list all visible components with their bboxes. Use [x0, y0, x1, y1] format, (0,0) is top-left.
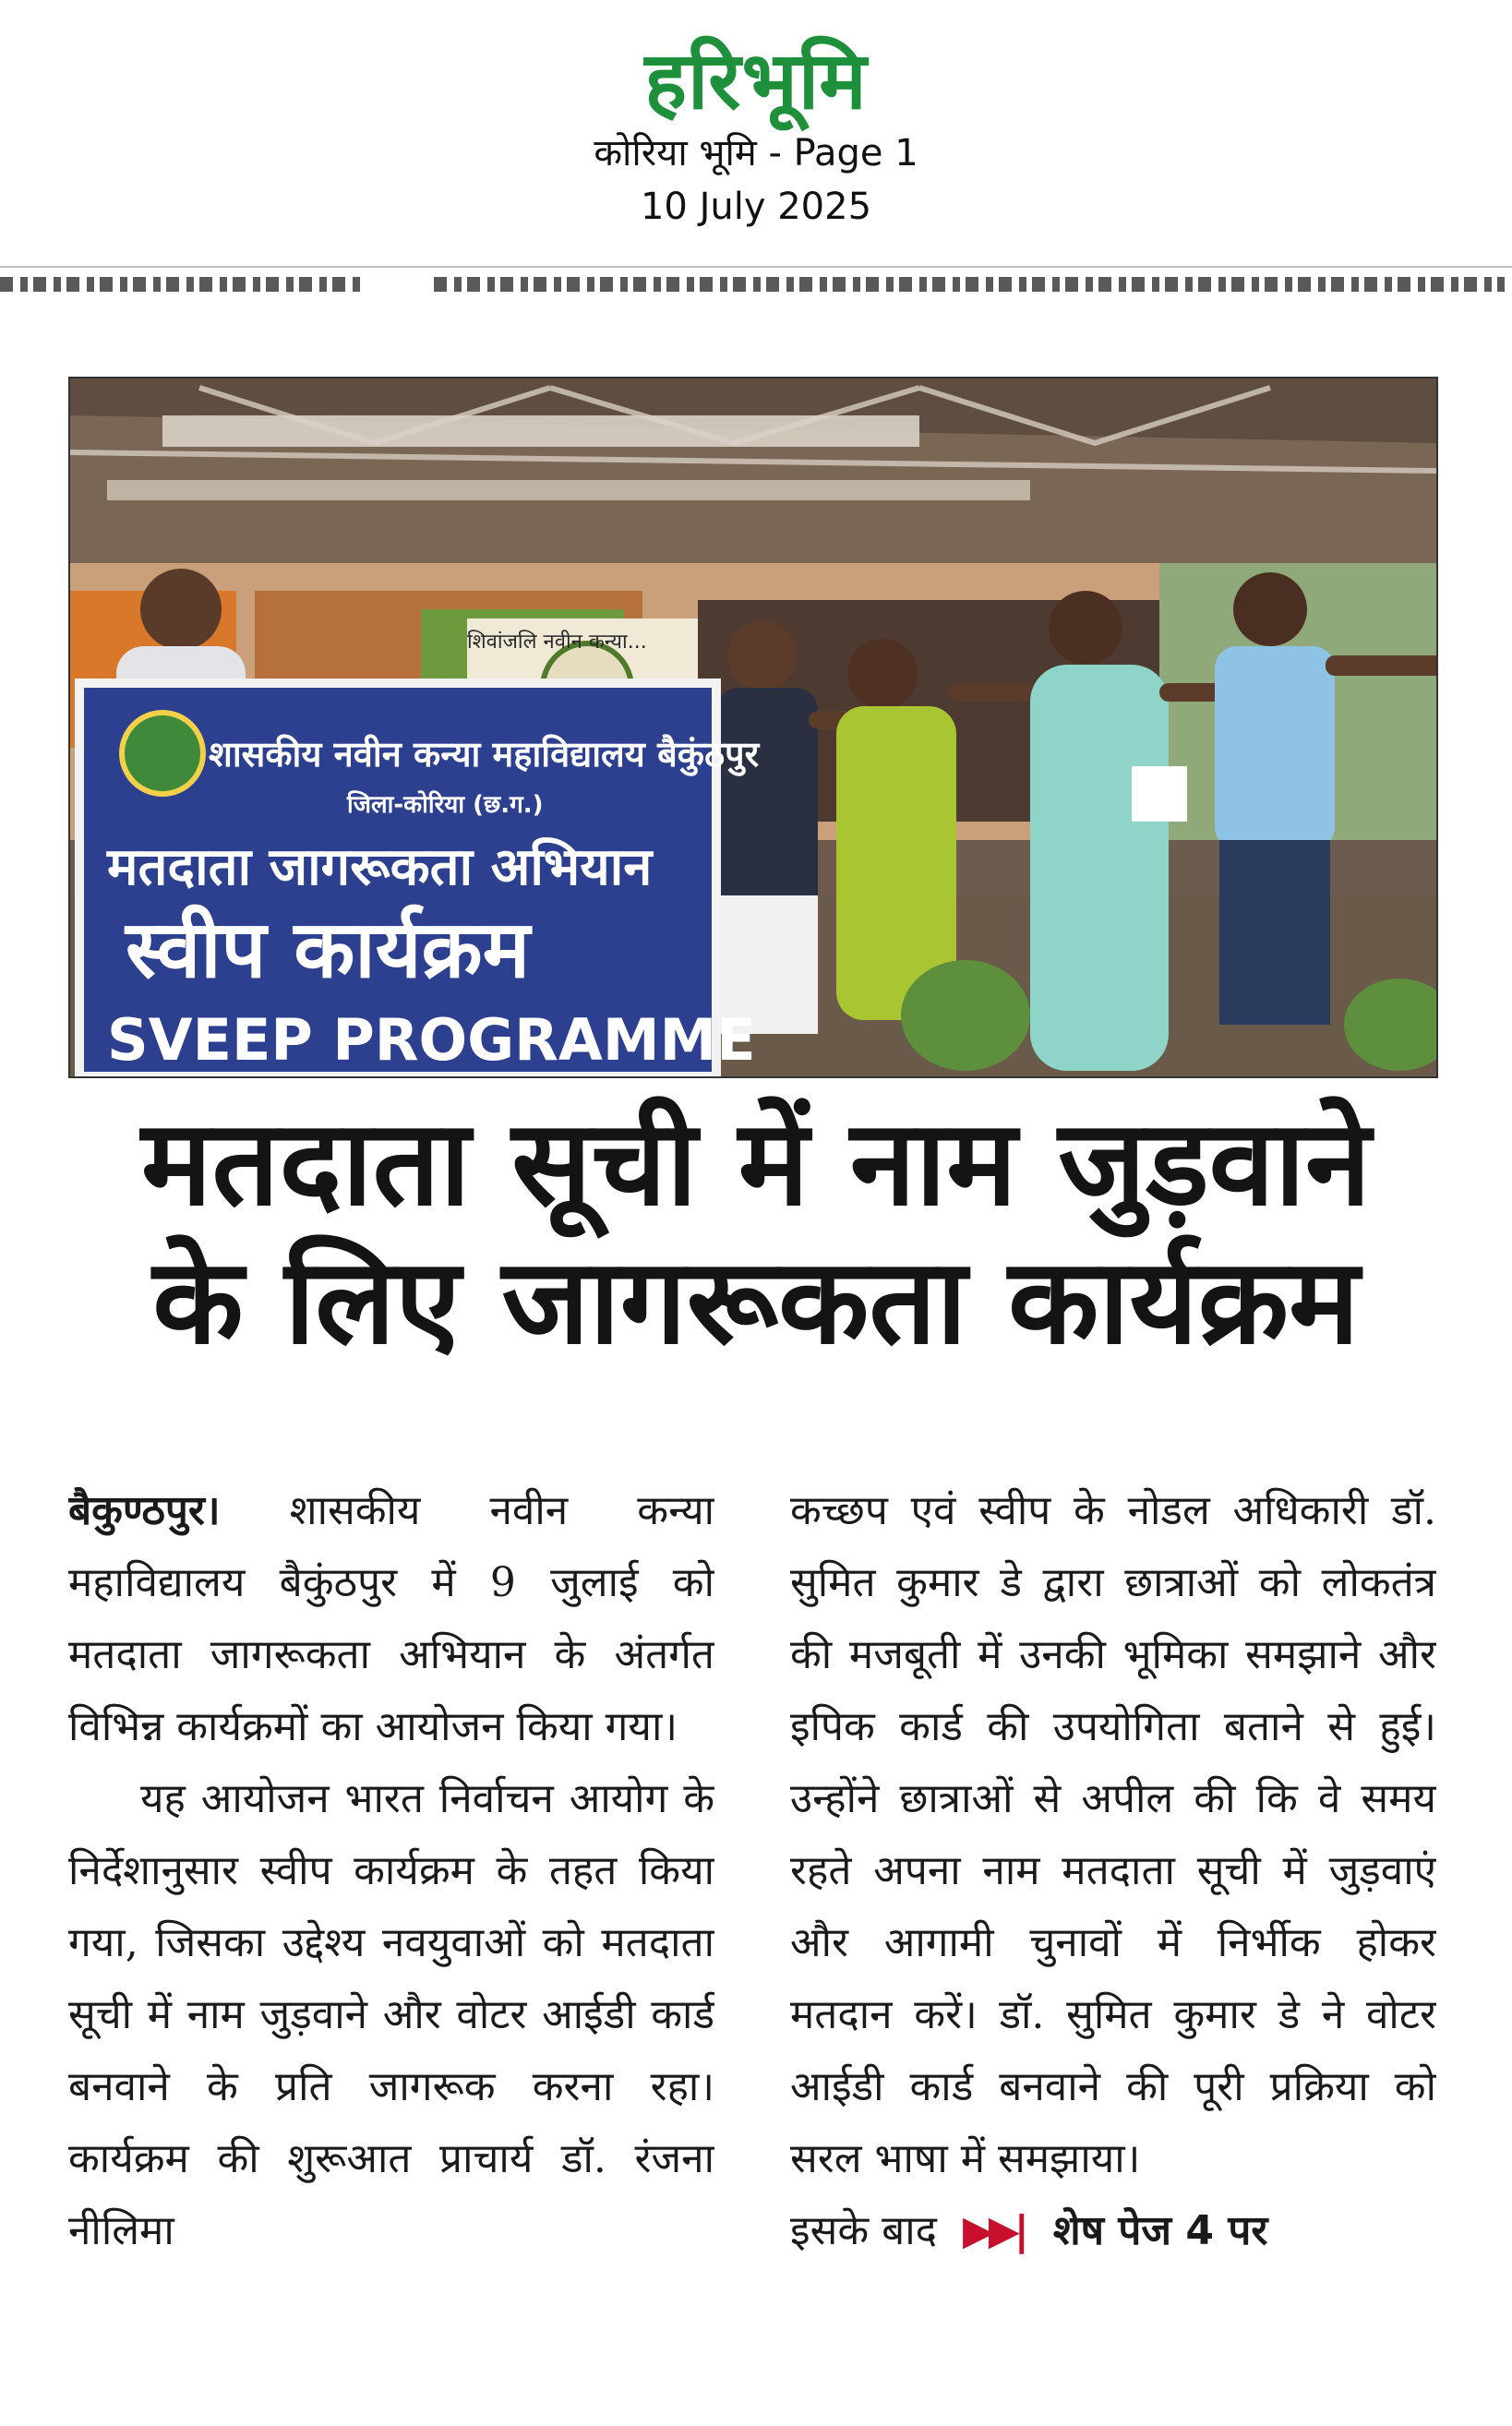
banner-programme-hindi: स्वीप कार्यक्रम [126, 904, 531, 996]
article-headline [55, 1095, 1457, 1372]
article-dateline: बैकुण्ठपुर। [68, 1487, 221, 1534]
banner-programme-english: SVEEP PROGRAMME [107, 1006, 756, 1074]
newspaper-logo: हरिभूमि [644, 35, 868, 127]
jump-arrows-icon: ▶▶| [963, 2207, 1024, 2254]
headline-line-2: के लिए जागरूकता कार्यक्रम [152, 1233, 1360, 1371]
continuation-lead: इसके बाद [790, 2207, 938, 2254]
event-photo-illustration [70, 378, 1436, 1076]
clipped-previous-article [0, 271, 1512, 297]
sveep-banner [79, 683, 761, 1076]
article-paragraph-3: कच्छप एवं स्वीप के नोडल अधिकारी डॉ. सुमित कुमार डे द्वारा छात्राओं को लोकतंत्र की मजबूती में उनकी भूमिका समझाने और इपिक कार्ड की उपयोगिता बताने से हुई। उन्होंने छात्राओं से अपील की कि वे समय रहते अपना नाम मतदाता सूची में जुड़वाएं और आगामी चुनावों में निर्भीक होकर मतदान करें। डॉ. सुमित कुमार डे ने वोटर आईडी कार्ड बनवाने की पूरी प्रक्रिया को सरल भाषा में समझाया। [790, 1487, 1436, 2182]
article-column-left [68, 1475, 714, 2417]
continuation-line [790, 2195, 1436, 2267]
event-photo [68, 377, 1438, 1078]
masthead [0, 0, 1512, 268]
article-paragraph-1-text: शासकीय नवीन कन्या महाविद्यालय बैकुंठपुर में 9 जुलाई को मतदाता जागरूकता अभियान के अंतर्गत विभिन्न कार्यक्रमों का आयोजन किया गया। [68, 1487, 714, 1750]
continued-on-page-link[interactable]: शेष पेज 4 पर [1052, 2207, 1268, 2254]
clipped-text-fragment [434, 277, 1505, 292]
banner-campaign: मतदाता जागरूकता अभियान [107, 837, 653, 897]
article-paragraph-1 [68, 1475, 714, 1763]
banner-college-name: शासकीय नवीन कन्या महाविद्यालय बैकुंठपुर [209, 734, 760, 775]
article-paragraph-2: यह आयोजन भारत निर्वाचन आयोग के निर्देशानुसार स्वीप कार्यक्रम के तहत किया गया, जिसका उद्देश्य नवयुवाओं को मतदाता सूची में नाम जुड़वाने और वोटर आईडी कार्ड बनवाने के प्रति जागरूक करना रहा। कार्यक्रम की शुरूआत प्राचार्य डॉ. रंजना नीलिमा [68, 1775, 714, 2254]
headline-line-1: मतदाता सूची में नाम जुड़वाने [140, 1095, 1372, 1232]
edition-date: 10 July 2025 [640, 186, 872, 228]
article-column-right [790, 1475, 1436, 2417]
clipped-text-fragment [0, 277, 360, 292]
edition-page-label: कोरिया भूमि - Page 1 [594, 132, 918, 174]
wall-sign-text: शिवांजलि नवीन कन्या... [467, 631, 647, 654]
banner-district: जिला-कोरिया (छ.ग.) [347, 791, 544, 819]
